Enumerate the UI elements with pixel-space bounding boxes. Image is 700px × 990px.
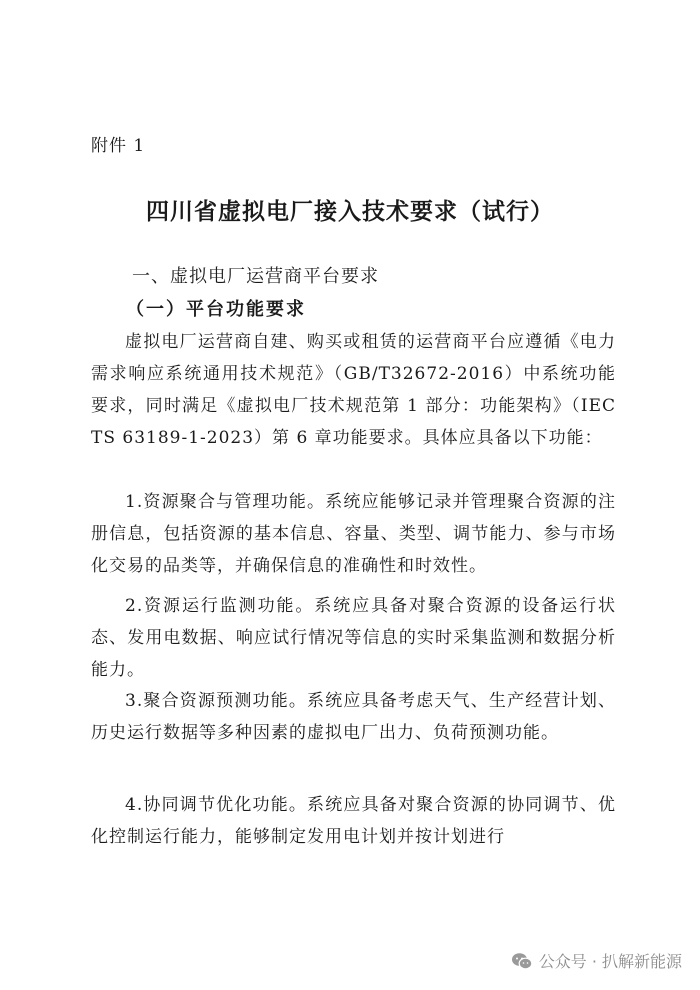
watermark-text: 公众号 · 扒解新能源 <box>538 952 682 971</box>
section-heading: 一、虚拟电厂运营商平台要求 <box>132 266 379 287</box>
paragraph-item-1: 1.资源聚合与管理功能。系统应能够记录并管理聚合资源的注册信息，包括资源的基本信息、容量、类型、调节能力、参与市场化交易的品类等，并确保信息的准确性和时效性。 <box>91 492 616 576</box>
attachment-label: 附件 1 <box>91 136 146 156</box>
subsection-heading: （一）平台功能要求 <box>126 299 306 320</box>
document-title: 四川省虚拟电厂接入技术要求（试行） <box>146 198 554 225</box>
paragraph-item-2: 2.资源运行监测功能。系统应具备对聚合资源的设备运行状态、发用电数据、响应试行情况等信息的实时采集监测和数据分析能力。 <box>91 596 616 680</box>
paragraph-item-3: 3.聚合资源预测功能。系统应具备考虑天气、生产经营计划、历史运行数据等多种因素的虚拟电厂出力、负荷预测功能。 <box>91 691 616 743</box>
watermark <box>511 949 682 972</box>
paragraph-item-4: 4.协同调节优化功能。系统应具备对聚合资源的协同调节、优化控制运行能力，能够制定发用电计划并按计划进行 <box>91 795 616 847</box>
wechat-icon <box>511 952 533 970</box>
paragraph-intro: 虚拟电厂运营商自建、购买或租赁的运营商平台应遵循《电力需求响应系统通用技术规范》（GB/T32672-2016）中系统功能要求，同时满足《虚拟电厂技术规范第 1 部分：功能架构》（IEC TS 63189-1-2023）第 6 章功能要求。具体应具备以下功能： <box>91 332 616 448</box>
